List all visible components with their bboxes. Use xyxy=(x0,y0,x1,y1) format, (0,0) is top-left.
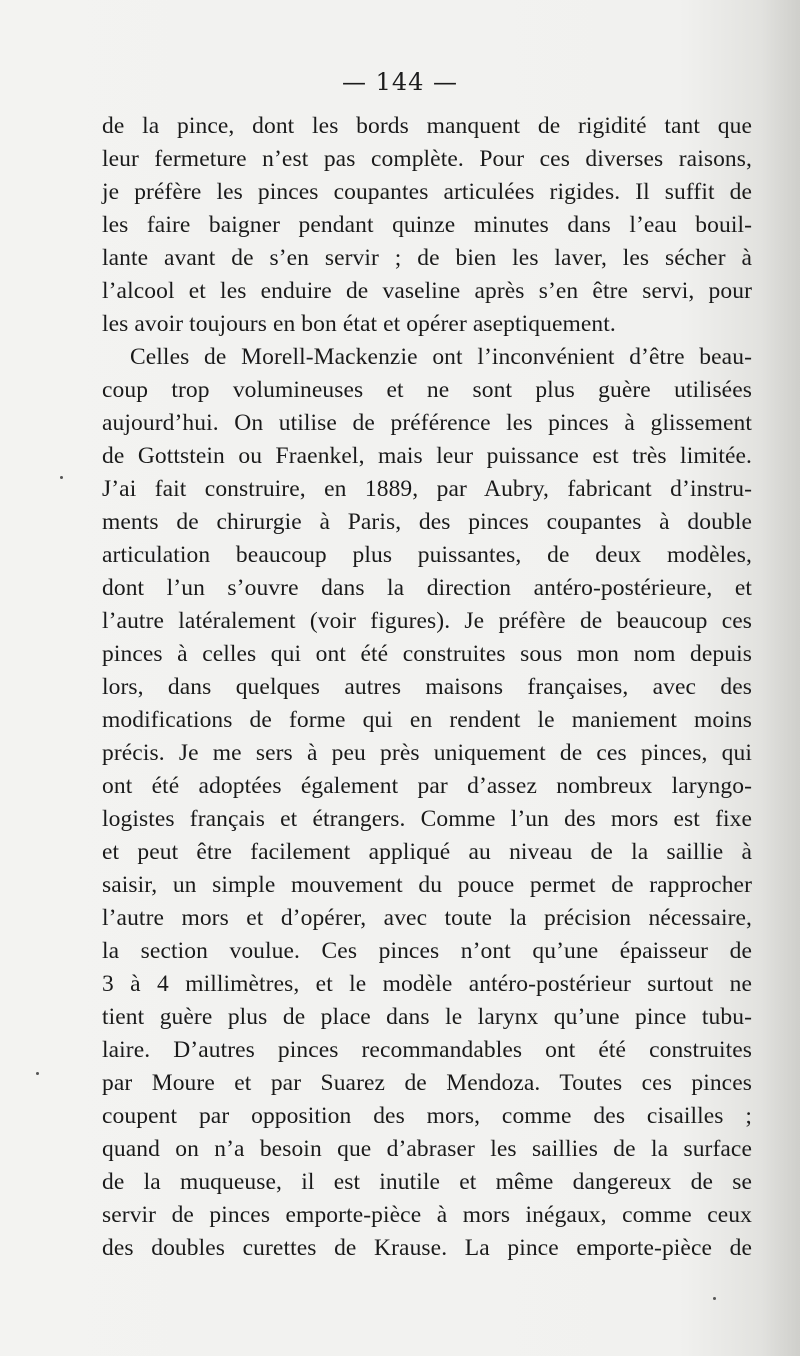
text-line: la section voulue. Ces pinces n’ont qu’une épaisseur de xyxy=(102,938,752,964)
text-line: de Gottstein ou Fraenkel, mais leur puissance est très limitée. xyxy=(102,443,752,469)
text-line: pinces à celles qui ont été construites sous mon nom depuis xyxy=(102,641,752,667)
text-line: laire. D’autres pinces recommandables ont été construites xyxy=(102,1037,752,1063)
body-text xyxy=(102,110,752,1265)
text-line: J’ai fait construire, en 1889, par Aubry, fabricant d’instru- xyxy=(102,476,752,502)
text-line: de la pince, dont les bords manquent de rigidité tant que xyxy=(102,113,752,139)
text-line: 3 à 4 millimètres, et le modèle antéro-postérieur surtout ne xyxy=(102,971,752,997)
text-line: leur fermeture n’est pas complète. Pour ces diverses raisons, xyxy=(102,146,752,172)
text-line: de la muqueuse, il est inutile et même dangereux de se xyxy=(102,1169,752,1195)
text-line: des doubles curettes de Krause. La pince emporte-pièce de xyxy=(102,1235,752,1261)
text-line: lante avant de s’en servir ; de bien les laver, les sécher à xyxy=(102,245,752,271)
text-line: servir de pinces emporte-pièce à mors inégaux, comme ceux xyxy=(102,1202,752,1228)
text-line: coupent par opposition des mors, comme des cisailles ; xyxy=(102,1103,752,1129)
text-line: l’autre mors et d’opérer, avec toute la précision nécessaire, xyxy=(102,905,752,931)
text-line: et peut être facilement appliqué au niveau de la saillie à xyxy=(102,839,752,865)
text-line: articulation beaucoup plus puissantes, de deux modèles, xyxy=(102,542,752,568)
text-line: ont été adoptées également par d’assez nombreux laryngo- xyxy=(102,773,752,799)
page-number: — 144 — xyxy=(341,68,459,96)
text-line: l’alcool et les enduire de vaseline après s’en être servi, pour xyxy=(102,278,752,304)
text-line: l’autre latéralement (voir figures). Je préfère de beaucoup ces xyxy=(102,608,752,634)
text-line: Celles de Morell-Mackenzie ont l’inconvénient d’être beau- xyxy=(130,344,752,370)
text-line: précis. Je me sers à peu près uniquement de ces pinces, qui xyxy=(102,740,752,766)
text-line: coup trop volumineuses et ne sont plus guère utilisées xyxy=(102,377,752,403)
speck-mark xyxy=(36,1072,39,1075)
speck-mark xyxy=(60,476,63,479)
speck-mark xyxy=(713,1297,716,1300)
text-line: lors, dans quelques autres maisons françaises, avec des xyxy=(102,674,752,700)
text-line: ments de chirurgie à Paris, des pinces coupantes à double xyxy=(102,509,752,535)
text-line: tient guère plus de place dans le larynx qu’une pince tubu- xyxy=(102,1004,752,1030)
text-line: les avoir toujours en bon état et opérer aseptiquement. xyxy=(102,311,616,337)
text-line: les faire baigner pendant quinze minutes dans l’eau bouil- xyxy=(102,212,752,238)
text-line: modifications de forme qui en rendent le maniement moins xyxy=(102,707,752,733)
text-line: je préfère les pinces coupantes articulées rigides. Il suffit de xyxy=(102,179,752,205)
text-line: dont l’un s’ouvre dans la direction antéro-postérieure, et xyxy=(102,575,752,601)
text-line: logistes français et étrangers. Comme l’un des mors est fixe xyxy=(102,806,752,832)
text-line: saisir, un simple mouvement du pouce permet de rapprocher xyxy=(102,872,752,898)
text-line: aujourd’hui. On utilise de préférence les pinces à glissement xyxy=(102,410,752,436)
text-line: quand on n’a besoin que d’abraser les saillies de la surface xyxy=(102,1136,752,1162)
text-line: par Moure et par Suarez de Mendoza. Toutes ces pinces xyxy=(102,1070,752,1096)
